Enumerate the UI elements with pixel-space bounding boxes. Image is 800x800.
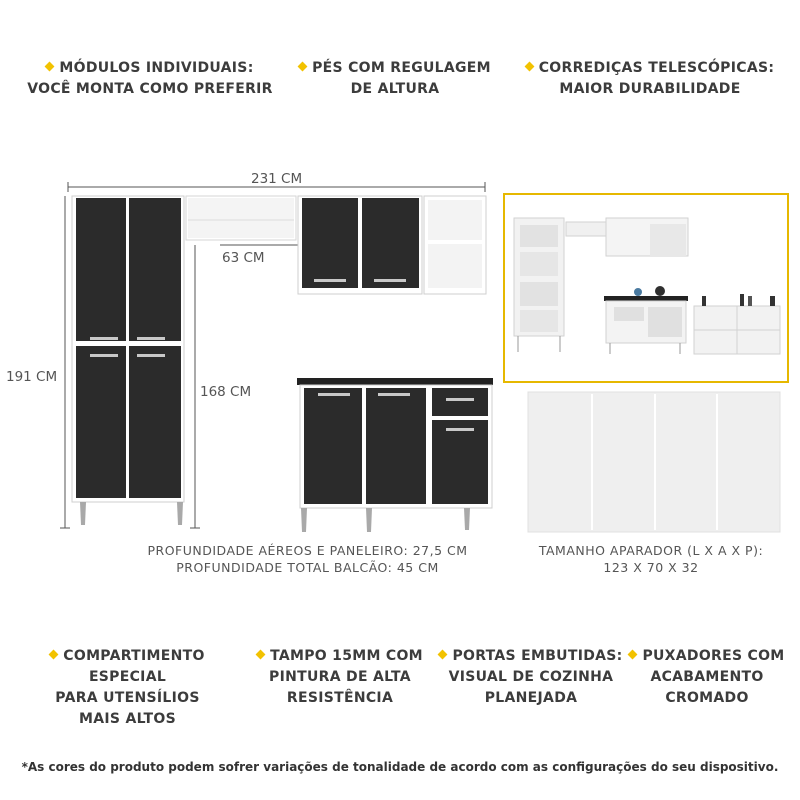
diamond-bullet-icon bbox=[438, 650, 448, 660]
aparador-size-info: TAMANHO APARADOR (L X A X P): 123 X 70 X 32 bbox=[538, 543, 764, 575]
upper-niche bbox=[424, 196, 486, 294]
feature-countertop: TAMPO 15MM COM PINTURA DE ALTA RESISTÊNCIA bbox=[250, 646, 430, 709]
aparador-cabinet bbox=[528, 392, 780, 532]
feature-telescopic-slides: CORREDIÇAS TELESCÓPICAS: MAIOR DURABILIDADE bbox=[520, 58, 780, 100]
depth-info: PROFUNDIDADE AÉREOS E PANELEIRO: 27,5 CM PROFUNDIDADE TOTAL BALCÃO: 45 CM bbox=[147, 543, 468, 575]
diamond-bullet-icon bbox=[256, 650, 266, 660]
product-photo bbox=[504, 194, 788, 382]
height-total-label: 191 CM bbox=[6, 369, 58, 385]
diamond-bullet-icon bbox=[628, 650, 638, 660]
width-total-label: 231 CM bbox=[251, 171, 303, 187]
feature-special-compartment: COMPARTIMENTO ESPECIAL PARA UTENSÍLIOS MAIS ALTOS bbox=[10, 646, 245, 730]
feature-modules: MÓDULOS INDIVIDUAIS: VOCÊ MONTA COMO PREFERIR bbox=[27, 60, 273, 97]
pantry-cabinet bbox=[72, 196, 184, 525]
feature-chrome-handles: PUXADORES COM ACABAMENTO CROMADO bbox=[622, 646, 792, 709]
open-wall-shelf bbox=[186, 196, 296, 240]
diamond-bullet-icon bbox=[49, 650, 59, 660]
base-cabinet bbox=[297, 378, 493, 532]
color-disclaimer: *As cores do produto podem sofrer variações de tonalidade de acordo com as configurações do seu dispositivo. bbox=[21, 760, 779, 774]
feature-adjustable-feet: PÉS COM REGULAGEM DE ALTURA bbox=[290, 58, 500, 100]
upper-cabinet bbox=[298, 196, 422, 294]
width-gap-label: 63 CM bbox=[222, 250, 265, 266]
height-inner-label: 168 CM bbox=[200, 384, 252, 400]
feature-built-in-doors: PORTAS EMBUTIDAS: VISUAL DE COZINHA PLANEJADA bbox=[436, 646, 626, 709]
